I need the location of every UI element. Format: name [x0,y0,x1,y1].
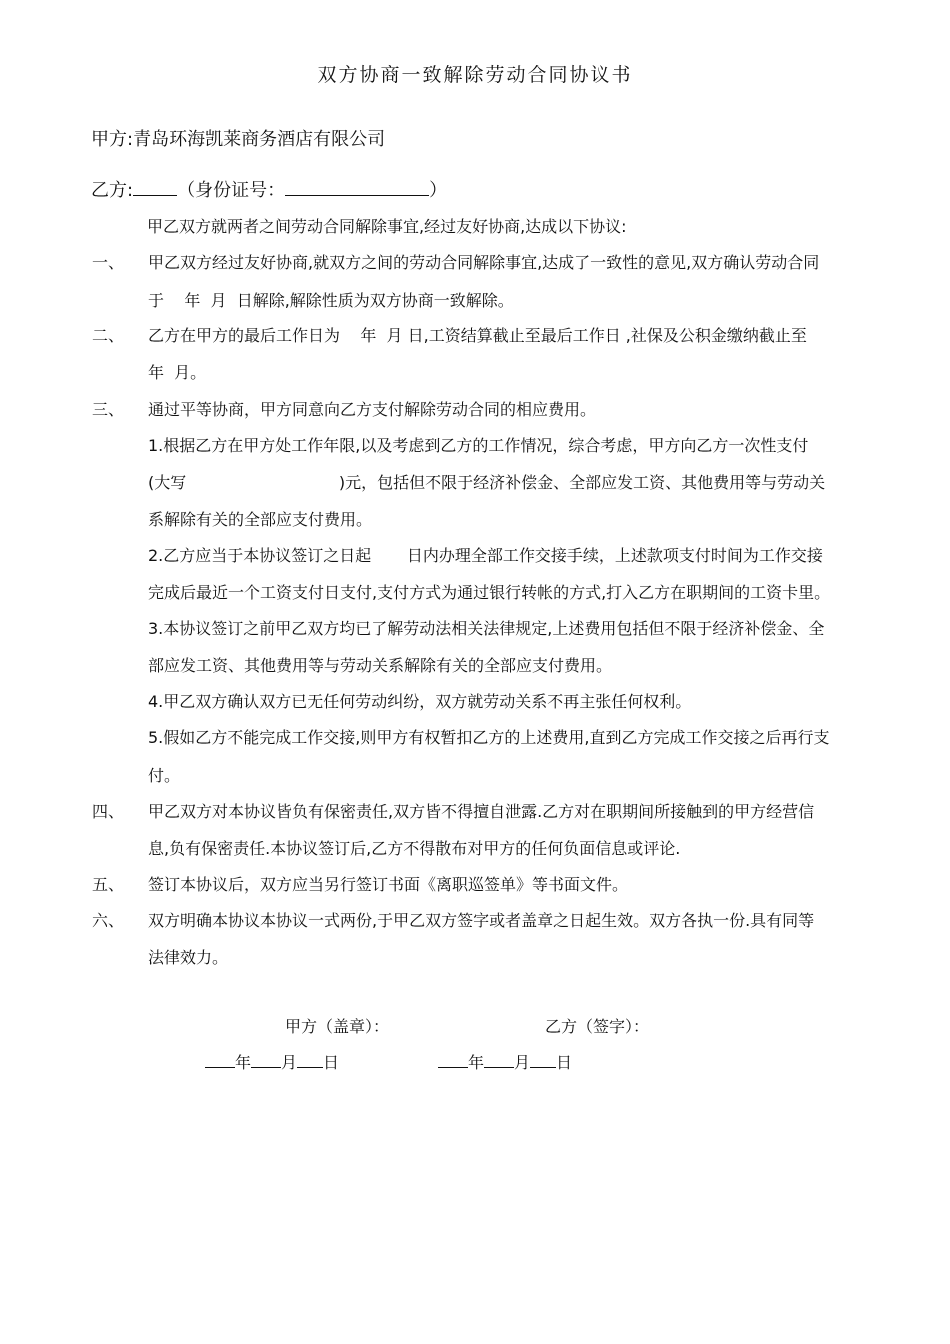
clause-line: 通过平等协商，甲方同意向乙方支付解除劳动合同的相应费用。 [148,400,597,419]
clause-line: 息,负有保密责任.本协议签订后,乙方不得散布对甲方的任何负面信息或评论. [148,839,681,858]
party-b-date [438,1050,572,1073]
month-label: 月 [281,1053,298,1072]
clause-line: 于 年 月 日解除,解除性质为双方协商一致解除。 [148,291,514,310]
party-a-date [205,1050,339,1073]
party-b-id-open: （身份证号： [177,180,286,201]
clause-line: 法律效力。 [148,948,229,967]
sub-item-line: 2.乙方应当于本协议签订之日起 日内办理全部工作交接手续，上述款项支付时间为工作交接 [148,546,823,565]
month-blank[interactable] [484,1053,514,1068]
clause-line: 年 月。 [148,363,207,382]
party-b-sign-label: 乙方（签字）： [545,1017,650,1036]
clause-number: 五、 [92,875,125,894]
year-blank[interactable] [438,1053,468,1068]
day-label: 日 [556,1053,573,1072]
clause-line: 签订本协议后，双方应当另行签订书面《离职巡签单》等书面文件。 [148,875,629,894]
sub-item-line: 部应发工资、其他费用等与劳动关系解除有关的全部应支付费用。 [148,656,613,675]
clause-line: 双方明确本协议本协议一式两份,于甲乙双方签字或者盖章之日起生效。双方各执一份.具有同等 [148,911,815,930]
sub-item-line: 系解除有关的全部应支付费用。 [148,510,373,529]
sub-item-line: 4.甲乙双方确认双方已无任何劳动纠纷，双方就劳动关系不再主张任何权利。 [148,692,692,711]
sub-item-line: 完成后最近一个工资支付日支付,支付方式为通过银行转帐的方式,打入乙方在职期间的工资卡里。 [148,583,831,602]
intro-text: 甲乙双方就两者之间劳动合同解除事宜,经过友好协商,达成以下协议: [147,217,627,236]
year-label: 年 [235,1053,252,1072]
party-b-id-close: ） [429,180,448,201]
clause-number: 三、 [92,400,125,419]
sub-item-line: (大写 )元，包括但不限于经济补偿金、全部应发工资、其他费用等与劳动关 [148,473,826,492]
clause-number: 四、 [92,802,125,821]
sub-item-line: 付。 [148,766,181,785]
clause-line: 甲乙双方对本协议皆负有保密责任,双方皆不得擅自泄露.乙方对在职期间所接触到的甲方经营信 [148,802,815,821]
clause-line: 甲乙双方经过友好协商,就双方之间的劳动合同解除事宜,达成了一致性的意见,双方确认劳动合同 [148,253,820,272]
party-b-label: 乙方: [91,180,134,201]
day-label: 日 [323,1053,340,1072]
party-b-line [91,176,447,202]
sub-item-line: 3.本协议签订之前甲乙双方均已了解劳动法相关法律规定,上述费用包括但不限于经济补偿金、全 [148,619,825,638]
party-a-seal-label: 甲方（盖章）： [285,1017,390,1036]
year-blank[interactable] [205,1053,235,1068]
clause-number: 一、 [92,253,125,272]
party-a-line: 甲方:青岛环海凯莱商务酒店有限公司 [91,129,386,150]
clause-number: 二、 [92,326,125,345]
clause-line: 乙方在甲方的最后工作日为 年 月 日,工资结算截止至最后工作日 ,社保及公积金缴纳截止至 [148,326,807,345]
sub-item-line: 5.假如乙方不能完成工作交接,则甲方有权暂扣乙方的上述费用,直到乙方完成工作交接之后再行支 [148,728,830,747]
day-blank[interactable] [297,1053,323,1068]
day-blank[interactable] [530,1053,556,1068]
document-title: 双方协商一致解除劳动合同协议书 [317,64,633,86]
sub-item-line: 1.根据乙方在甲方处工作年限,以及考虑到乙方的工作情况，综合考虑，甲方向乙方一次性支付 [148,436,809,455]
clause-number: 六、 [92,911,125,930]
month-label: 月 [514,1053,531,1072]
party-b-id-blank[interactable] [285,177,429,196]
year-label: 年 [468,1053,485,1072]
party-b-name-blank[interactable] [133,177,177,196]
month-blank[interactable] [251,1053,281,1068]
